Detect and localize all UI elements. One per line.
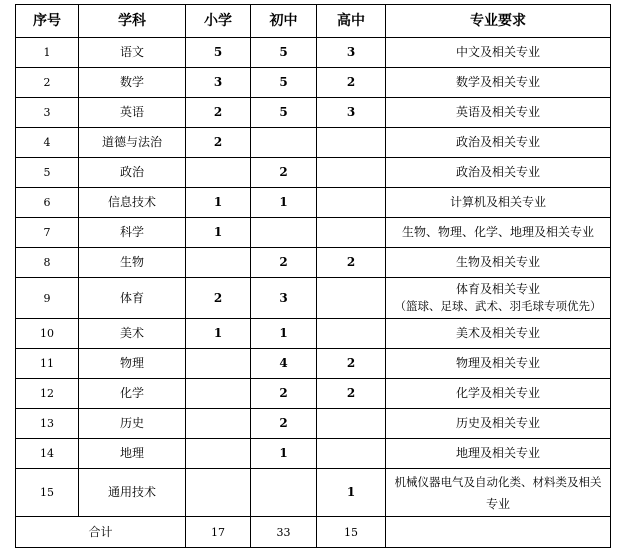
total-primary: 17 bbox=[186, 517, 251, 548]
row-senior-count bbox=[317, 439, 386, 469]
header-primary: 小学 bbox=[186, 5, 251, 38]
requirement-text: 中文及相关专业 bbox=[455, 45, 540, 59]
row-requirement bbox=[386, 98, 611, 128]
row-requirement bbox=[386, 158, 611, 188]
row-senior-count bbox=[317, 278, 386, 319]
row-requirement bbox=[386, 439, 611, 469]
total-requirement bbox=[386, 517, 611, 548]
row-index: 14 bbox=[16, 439, 79, 469]
row-requirement bbox=[386, 38, 611, 68]
table-row bbox=[16, 248, 611, 278]
requirement-text: 体育及相关专业 bbox=[455, 282, 540, 296]
row-subject: 信息技术 bbox=[79, 188, 186, 218]
row-junior-count bbox=[251, 128, 317, 158]
table-row bbox=[16, 38, 611, 68]
row-requirement bbox=[386, 278, 611, 319]
row-index: 15 bbox=[16, 469, 79, 517]
requirement-text: 机械仪器电气及自动化类、材料类及相关 bbox=[394, 474, 602, 489]
row-senior-count: 3 bbox=[317, 38, 386, 68]
row-requirement bbox=[386, 218, 611, 248]
row-primary-count: 5 bbox=[186, 38, 251, 68]
table-row bbox=[16, 98, 611, 128]
header-requirement: 专业要求 bbox=[386, 5, 611, 38]
row-primary-count bbox=[186, 439, 251, 469]
row-index: 7 bbox=[16, 218, 79, 248]
header-index: 序号 bbox=[16, 5, 79, 38]
row-subject: 政治 bbox=[79, 158, 186, 188]
requirement-text: 政治及相关专业 bbox=[455, 135, 540, 149]
requirement-text: 物理及相关专业 bbox=[455, 356, 540, 370]
table-row bbox=[16, 469, 611, 517]
table-row bbox=[16, 68, 611, 98]
row-junior-count bbox=[251, 218, 317, 248]
total-junior: 33 bbox=[251, 517, 317, 548]
staffing-table bbox=[15, 4, 611, 548]
row-junior-count: 5 bbox=[251, 38, 317, 68]
row-requirement bbox=[386, 319, 611, 349]
row-senior-count bbox=[317, 319, 386, 349]
requirement-text: 政治及相关专业 bbox=[455, 165, 540, 179]
row-primary-count: 3 bbox=[186, 68, 251, 98]
requirement-text: 美术及相关专业 bbox=[455, 326, 540, 340]
row-index: 4 bbox=[16, 128, 79, 158]
row-requirement bbox=[386, 409, 611, 439]
row-junior-count: 2 bbox=[251, 158, 317, 188]
row-senior-count bbox=[317, 158, 386, 188]
row-subject: 通用技术 bbox=[79, 469, 186, 517]
row-senior-count: 2 bbox=[317, 379, 386, 409]
row-requirement bbox=[386, 469, 611, 517]
requirement-text: 历史及相关专业 bbox=[455, 416, 540, 430]
row-primary-count: 1 bbox=[186, 218, 251, 248]
table-row bbox=[16, 409, 611, 439]
row-subject: 数学 bbox=[79, 68, 186, 98]
row-junior-count: 1 bbox=[251, 319, 317, 349]
row-index: 8 bbox=[16, 248, 79, 278]
row-senior-count bbox=[317, 128, 386, 158]
row-index: 6 bbox=[16, 188, 79, 218]
requirement-text-continued: 专业 bbox=[485, 496, 510, 511]
table-row bbox=[16, 439, 611, 469]
table-row bbox=[16, 278, 611, 319]
row-primary-count bbox=[186, 349, 251, 379]
row-subject: 历史 bbox=[79, 409, 186, 439]
row-primary-count bbox=[186, 469, 251, 517]
row-senior-count: 3 bbox=[317, 98, 386, 128]
row-subject: 道德与法治 bbox=[79, 128, 186, 158]
header-senior: 高中 bbox=[317, 5, 386, 38]
row-primary-count: 1 bbox=[186, 188, 251, 218]
row-primary-count bbox=[186, 248, 251, 278]
row-index: 9 bbox=[16, 278, 79, 319]
row-junior-count: 2 bbox=[251, 248, 317, 278]
requirement-text: 地理及相关专业 bbox=[455, 446, 540, 460]
row-junior-count: 5 bbox=[251, 68, 317, 98]
requirement-text: 数学及相关专业 bbox=[455, 75, 540, 89]
row-subject: 英语 bbox=[79, 98, 186, 128]
row-index: 11 bbox=[16, 349, 79, 379]
header-row bbox=[16, 5, 611, 38]
requirement-note: （篮球、足球、武术、羽毛球专项优先） bbox=[394, 299, 602, 313]
header-junior: 初中 bbox=[251, 5, 317, 38]
row-senior-count bbox=[317, 218, 386, 248]
total-label: 合计 bbox=[16, 517, 186, 548]
row-subject: 地理 bbox=[79, 439, 186, 469]
row-subject: 生物 bbox=[79, 248, 186, 278]
row-primary-count: 2 bbox=[186, 278, 251, 319]
row-index: 13 bbox=[16, 409, 79, 439]
header-subject: 学科 bbox=[79, 5, 186, 38]
row-junior-count: 1 bbox=[251, 188, 317, 218]
row-index: 5 bbox=[16, 158, 79, 188]
row-subject: 体育 bbox=[79, 278, 186, 319]
row-junior-count: 3 bbox=[251, 278, 317, 319]
row-senior-count: 2 bbox=[317, 68, 386, 98]
row-primary-count bbox=[186, 158, 251, 188]
row-junior-count: 4 bbox=[251, 349, 317, 379]
row-index: 2 bbox=[16, 68, 79, 98]
row-requirement bbox=[386, 128, 611, 158]
row-primary-count bbox=[186, 379, 251, 409]
row-requirement bbox=[386, 379, 611, 409]
requirement-text: 英语及相关专业 bbox=[455, 105, 540, 119]
row-requirement bbox=[386, 68, 611, 98]
row-subject: 语文 bbox=[79, 38, 186, 68]
row-junior-count: 1 bbox=[251, 439, 317, 469]
table-row bbox=[16, 218, 611, 248]
row-index: 3 bbox=[16, 98, 79, 128]
row-senior-count bbox=[317, 188, 386, 218]
row-requirement bbox=[386, 188, 611, 218]
row-index: 12 bbox=[16, 379, 79, 409]
table-row bbox=[16, 128, 611, 158]
table-row bbox=[16, 158, 611, 188]
row-senior-count: 2 bbox=[317, 349, 386, 379]
row-index: 1 bbox=[16, 38, 79, 68]
requirement-text: 生物及相关专业 bbox=[455, 255, 540, 269]
row-subject: 化学 bbox=[79, 379, 186, 409]
row-requirement bbox=[386, 248, 611, 278]
row-primary-count: 2 bbox=[186, 98, 251, 128]
requirement-text: 生物、物理、化学、地理及相关专业 bbox=[401, 225, 594, 239]
row-primary-count: 2 bbox=[186, 128, 251, 158]
table-row bbox=[16, 379, 611, 409]
row-junior-count: 2 bbox=[251, 379, 317, 409]
row-primary-count: 1 bbox=[186, 319, 251, 349]
row-subject: 科学 bbox=[79, 218, 186, 248]
table-row bbox=[16, 349, 611, 379]
row-junior-count: 5 bbox=[251, 98, 317, 128]
total-senior: 15 bbox=[317, 517, 386, 548]
row-subject: 物理 bbox=[79, 349, 186, 379]
row-junior-count bbox=[251, 469, 317, 517]
row-subject: 美术 bbox=[79, 319, 186, 349]
table-row bbox=[16, 319, 611, 349]
requirement-text: 计算机及相关专业 bbox=[449, 195, 546, 209]
total-row bbox=[16, 517, 611, 548]
row-senior-count: 1 bbox=[317, 469, 386, 517]
row-junior-count: 2 bbox=[251, 409, 317, 439]
row-primary-count bbox=[186, 409, 251, 439]
row-index: 10 bbox=[16, 319, 79, 349]
table-row bbox=[16, 188, 611, 218]
row-requirement bbox=[386, 349, 611, 379]
row-senior-count bbox=[317, 409, 386, 439]
requirement-text: 化学及相关专业 bbox=[455, 386, 540, 400]
row-senior-count: 2 bbox=[317, 248, 386, 278]
